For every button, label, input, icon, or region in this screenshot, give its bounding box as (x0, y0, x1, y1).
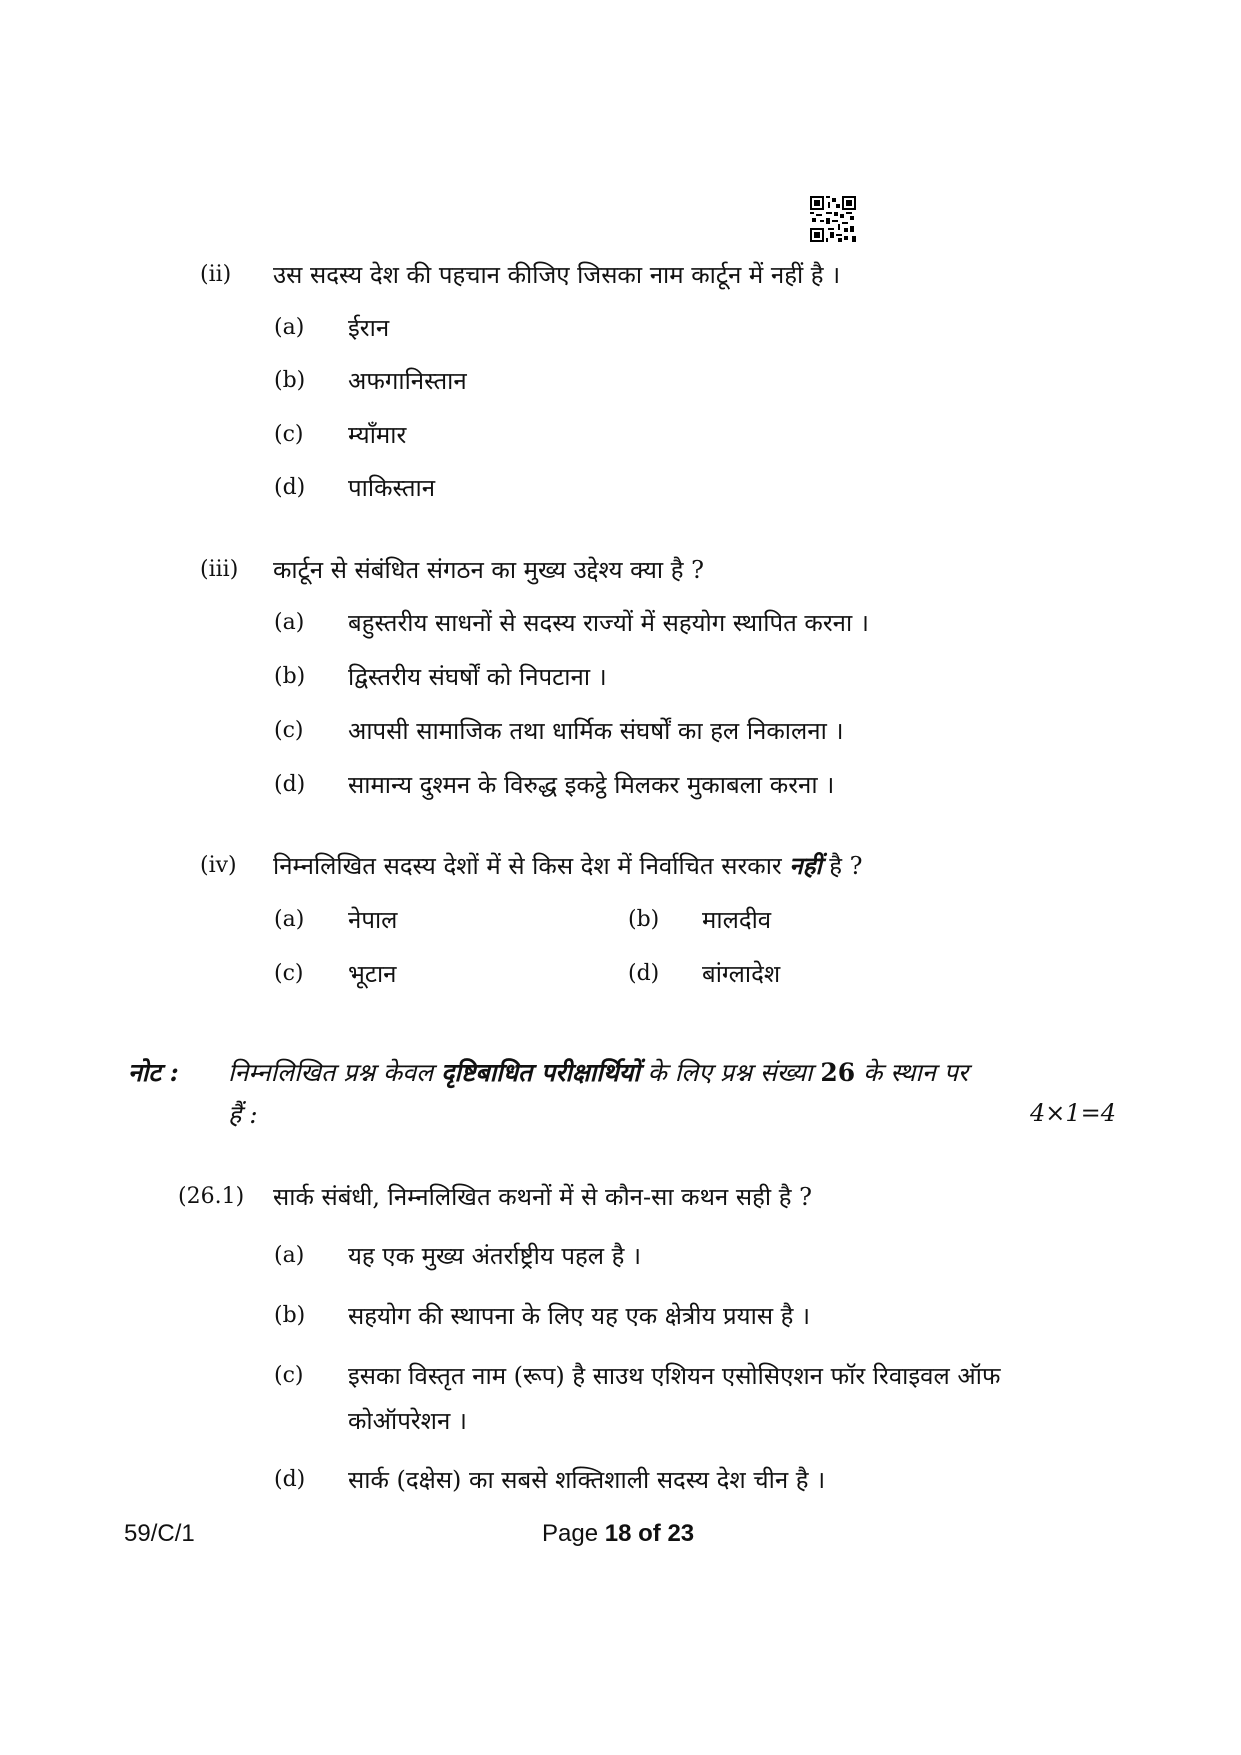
question-number: (ii) (200, 262, 232, 287)
option-text: सहयोग की स्थापना के लिए यह एक क्षेत्रीय प्रयास है । (348, 1302, 811, 1330)
option-label: (b) (274, 1303, 306, 1328)
question-emphasis: नहीं (789, 851, 822, 880)
option-label: (a) (274, 1243, 305, 1268)
page-prefix: Page (542, 1520, 599, 1547)
option-label: (c) (274, 1363, 304, 1388)
option-text: मालदीव (702, 906, 772, 934)
option-text: आपसी सामाजिक तथा धार्मिक संघर्षों का हल निकालना । (348, 717, 844, 745)
marks-allocation: 4×1=4 (1030, 1099, 1117, 1127)
option-text: भूटान (348, 960, 397, 988)
question-number: (iii) (200, 557, 239, 582)
question-number: (iv) (200, 853, 237, 878)
option-label: (c) (274, 961, 304, 986)
note-text-line2: हैं : (228, 1100, 258, 1129)
note-bold-text: दृष्टिबाधित परीक्षार्थियों (441, 1058, 640, 1087)
option-label: (a) (274, 315, 305, 340)
option-text: पाकिस्तान (348, 474, 436, 502)
option-label: (d) (274, 1467, 306, 1492)
option-label: (b) (274, 368, 306, 393)
option-label: (d) (628, 961, 660, 986)
page-number (542, 1520, 694, 1548)
question-text: उस सदस्य देश की पहचान कीजिए जिसका नाम कार्टून में नहीं है । (273, 261, 841, 289)
option-text-continued: कोऑपरेशन । (348, 1407, 468, 1435)
option-label: (c) (274, 718, 304, 743)
option-text: सामान्य दुश्मन के विरुद्ध इकट्ठे मिलकर मुकाबला करना । (348, 771, 835, 799)
question-text-part: निम्नलिखित सदस्य देशों में से किस देश में निर्वाचित सरकार (273, 852, 782, 880)
option-label: (b) (274, 664, 306, 689)
question-text (273, 849, 863, 882)
option-label: (b) (628, 907, 660, 932)
option-label: (d) (274, 475, 306, 500)
note-question-number: 26 (820, 1058, 856, 1087)
option-text: यह एक मुख्य अंतर्राष्ट्रीय पहल है । (348, 1242, 642, 1270)
question-text-part: है ? (829, 852, 863, 880)
option-text: अफगानिस्तान (348, 367, 467, 395)
note-text (228, 1055, 968, 1089)
paper-code: 59/C/1 (124, 1520, 195, 1547)
option-text: सार्क (दक्षेस) का सबसे शक्तिशाली सदस्य देश चीन है । (348, 1466, 826, 1494)
option-label: (c) (274, 422, 304, 447)
qr-code-icon (810, 196, 856, 242)
option-text: म्याँमार (348, 421, 407, 449)
option-text: बहुस्तरीय साधनों से सदस्य राज्यों में सहयोग स्थापित करना । (348, 609, 869, 637)
note-text-part: के स्थान पर (863, 1058, 969, 1087)
option-text: द्विस्तरीय संघर्षों को निपटाना । (348, 663, 607, 691)
question-text: सार्क संबंधी, निम्नलिखित कथनों में से कौन-सा कथन सही है ? (273, 1183, 812, 1211)
note-label: नोट : (128, 1058, 179, 1087)
option-text: बांग्लादेश (702, 960, 781, 988)
option-text: नेपाल (348, 906, 398, 934)
page-of: of (638, 1520, 661, 1547)
question-number: (26.1) (178, 1184, 245, 1209)
option-text: ईरान (348, 314, 390, 342)
option-label: (a) (274, 610, 305, 635)
option-label: (a) (274, 907, 305, 932)
note-text-part: के लिए प्रश्न संख्या (647, 1058, 813, 1087)
option-label: (d) (274, 772, 306, 797)
question-text: कार्टून से संबंधित संगठन का मुख्य उद्देश्य क्या है ? (273, 556, 704, 584)
current-page: 18 (604, 1520, 632, 1547)
total-pages: 23 (667, 1520, 695, 1547)
option-text: इसका विस्तृत नाम (रूप) है साउथ एशियन एसोसिएशन फॉर रिवाइवल ऑफ (348, 1362, 1001, 1390)
note-text-part: निम्नलिखित प्रश्न केवल (228, 1058, 434, 1087)
